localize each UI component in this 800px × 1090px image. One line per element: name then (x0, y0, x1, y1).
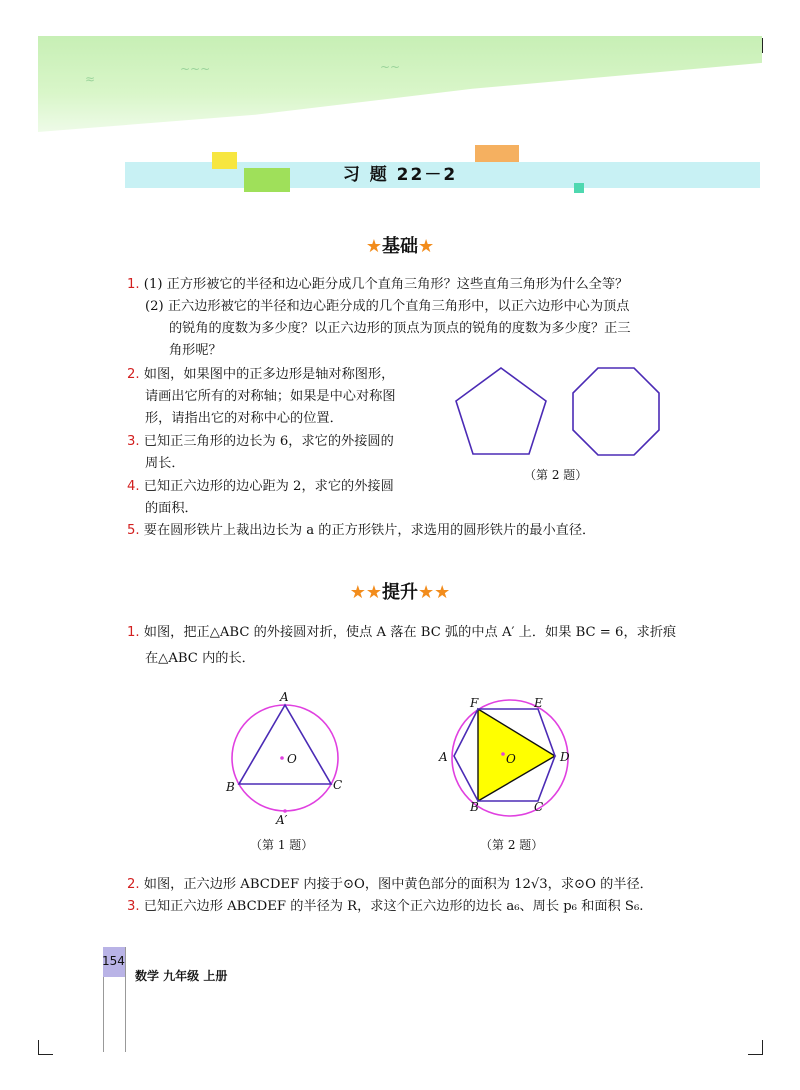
list-item: 形，请指出它的对称中心的位置． (145, 411, 343, 426)
label-c: C (333, 778, 343, 792)
list-item: 周长． (145, 456, 185, 471)
label-f: F (470, 696, 479, 710)
label-o: O (506, 752, 516, 766)
crop-mark-bottom-right (748, 1040, 763, 1055)
figure-caption: （第 2 题） (524, 468, 588, 482)
label-c: C (534, 800, 544, 814)
center-point (501, 752, 505, 756)
list-item: 3. 已知正三角形的边长为 6，求它的外接圆的 (127, 434, 394, 449)
pentagon-shape (456, 368, 546, 454)
center-point (280, 756, 284, 760)
figure-caption: （第 1 题） (250, 838, 314, 852)
list-item: 请画出它所有的对称轴；如果是中心对称图 (145, 389, 396, 404)
list-item: 5. 要在圆形铁片上裁出边长为 a 的正方形铁片，求选用的圆形铁片的最小直径． (127, 523, 596, 538)
decorative-banner (38, 36, 762, 132)
label-b: B (226, 780, 235, 794)
label-e: E (534, 696, 543, 710)
label-b: B (470, 800, 479, 814)
crop-mark-bottom-left (38, 1040, 53, 1055)
figure-caption: （第 2 题） (480, 838, 544, 852)
list-item: 角形呢？ (169, 343, 222, 358)
list-item: 1. (1) 正方形被它的半径和边心距分成几个直角三角形？这些直角三角形为什么全等？ (127, 277, 629, 292)
list-item: 2. 如图，正六边形 ABCDEF 内接于⊙O，图中黄色部分的面积为 12√3，求⊙O 的半径． (127, 877, 653, 892)
decor-square-orange (475, 145, 519, 162)
section-heading-basic: ★基础★ (365, 236, 435, 257)
footer-book-title: 数学 九年级 上册 (135, 969, 228, 983)
list-item: 3. 已知正六边形 ABCDEF 的半径为 R，求这个正六边形的边长 a₆、周长 p₆ 和面积 S₆. (127, 899, 644, 914)
star-icon: ★ (365, 236, 382, 257)
star-icon: ★★ (349, 582, 382, 603)
list-item: 在△ABC 内的长． (145, 651, 255, 666)
star-icon: ★ (418, 236, 435, 257)
list-item: 1. 如图，把正△ABC 的外接圆对折，使点 A 落在 BC 弧的中点 A′ 上．如果 BC = 6，求折痕 (127, 625, 677, 640)
decorative-scribble: ~~~ (180, 62, 211, 76)
page-number: 154 (102, 954, 125, 968)
star-icon: ★★ (418, 582, 451, 603)
label-d: D (560, 750, 570, 764)
decorative-scribble: ≈ (85, 72, 96, 86)
label-a-prime: A′ (276, 813, 288, 827)
list-item: 的锐角的度数为多少度？以正六边形的顶点为顶点的锐角的度数为多少度？正三 (169, 321, 631, 336)
list-item: (2) 正六边形被它的半径和边心距分成的几个直角三角形中，以正六边形中心为顶点 (145, 299, 630, 314)
list-item: 4. 已知正六边形的边心距为 2，求它的外接圆 (127, 479, 394, 494)
page-title: 习 题 22－2 (342, 165, 458, 185)
octagon-shape (573, 368, 659, 455)
section-heading-advanced: ★★提升★★ (349, 582, 451, 603)
figure-polygons (445, 360, 675, 460)
list-item: 的面积． (145, 501, 198, 516)
label-o: O (287, 752, 297, 766)
label-a: A (439, 750, 448, 764)
label-a: A (280, 690, 289, 704)
decorative-scribble: ~~ (380, 60, 401, 74)
circumcircle (232, 705, 338, 811)
list-item: 2. 如图，如果图中的正多边形是轴对称图形， (127, 367, 395, 382)
